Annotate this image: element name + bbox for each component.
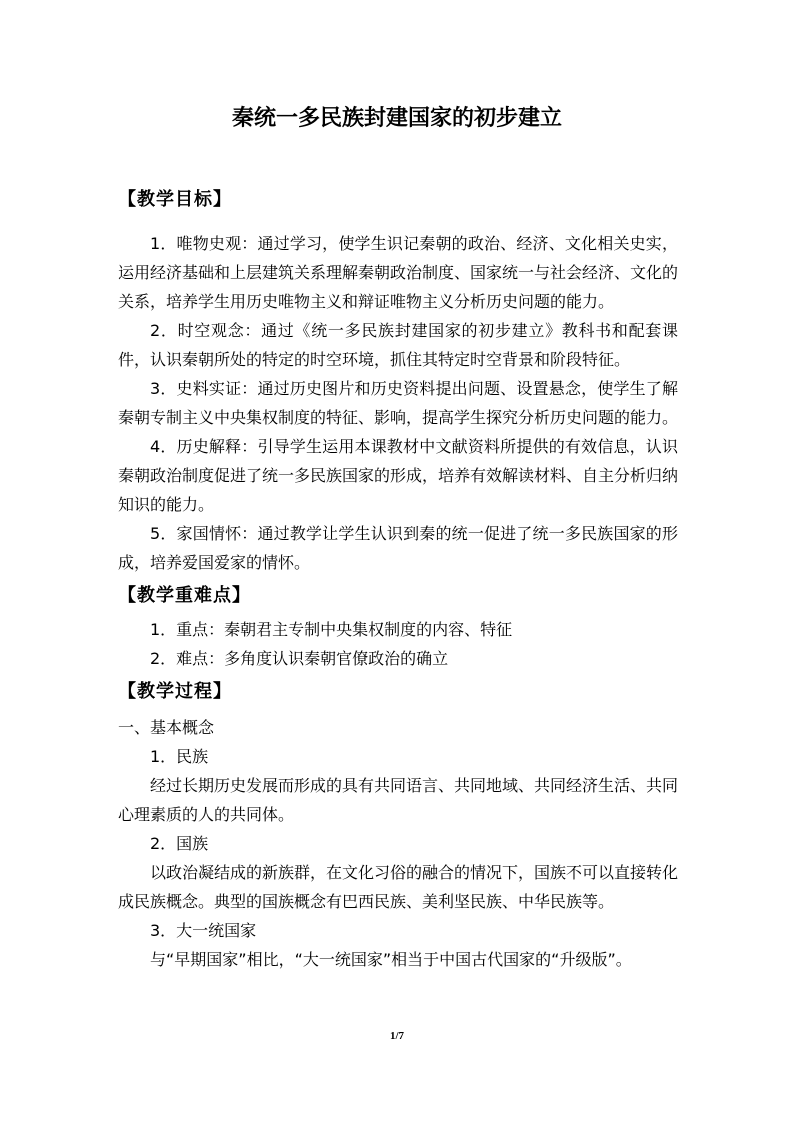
- concept-title-3: 3．大一统国家: [150, 921, 257, 940]
- page-number: 1/7: [389, 1030, 405, 1042]
- keypoint-item-2: 2．难点：多角度认识秦朝官僚政治的确立: [150, 649, 449, 668]
- keypoint-item-1: 1．重点：秦朝君主专制中央集权制度的内容、特征: [150, 620, 513, 639]
- concept-text-3: 与“早期国家”相比，“大一统国家”相当于中国古代国家的“升级版”。: [150, 950, 632, 969]
- page-title: 秦统一多民族封建国家的初步建立: [231, 105, 562, 131]
- concept-text-2: 以政治凝结成的新族群，在文化习俗的融合的情况下，国族不可以直接转化成民族概念。典型的国族概念有巴西民族、美利坚民族、中华民族等。: [118, 863, 679, 911]
- goal-item-3: 3．史料实证：通过历史图片和历史资料提出问题、设置悬念，使学生了解秦朝专制主义中央集权制度的特征、影响，提高学生探究分析历史问题的能力。: [118, 379, 679, 427]
- section-heading-goals: 【教学目标】: [118, 189, 232, 210]
- goal-item-2: 2．时空观念：通过《统一多民族封建国家的初步建立》教科书和配套课件，认识秦朝所处的特定的时空环境，抓住其特定时空背景和阶段特征。: [118, 321, 678, 369]
- goal-item-4: 4．历史解释：引导学生运用本课教材中文献资料所提供的有效信息，认识秦朝政治制度促进了统一多民族国家的形成，培养有效解读材料、自主分析归纳知识的能力。: [118, 437, 679, 514]
- goal-item-1: 1．唯物史观：通过学习，使学生识记秦朝的政治、经济、文化相关史实，运用经济基础和上层建筑关系理解秦朝政治制度、国家统一与社会经济、文化的关系，培养学生用历史唯物主义和辩证唯物主义分析历史问题的能力。: [118, 234, 679, 311]
- section-heading-process: 【教学过程】: [118, 681, 232, 702]
- concept-text-1: 经过长期历史发展而形成的具有共同语言、共同地域、共同经济生活、共同心理素质的人的共同体。: [118, 776, 679, 824]
- goal-item-5: 5．家国情怀：通过教学让学生认识到秦的统一促进了统一多民族国家的形成，培养爱国爱家的情怀。: [118, 524, 678, 572]
- concept-title-1: 1．民族: [150, 747, 209, 766]
- concept-title-2: 2．国族: [150, 834, 209, 853]
- document-body: [118, 187, 678, 974]
- process-subheading: 一、基本概念: [118, 718, 215, 737]
- section-heading-keypoints: 【教学重难点】: [118, 585, 251, 606]
